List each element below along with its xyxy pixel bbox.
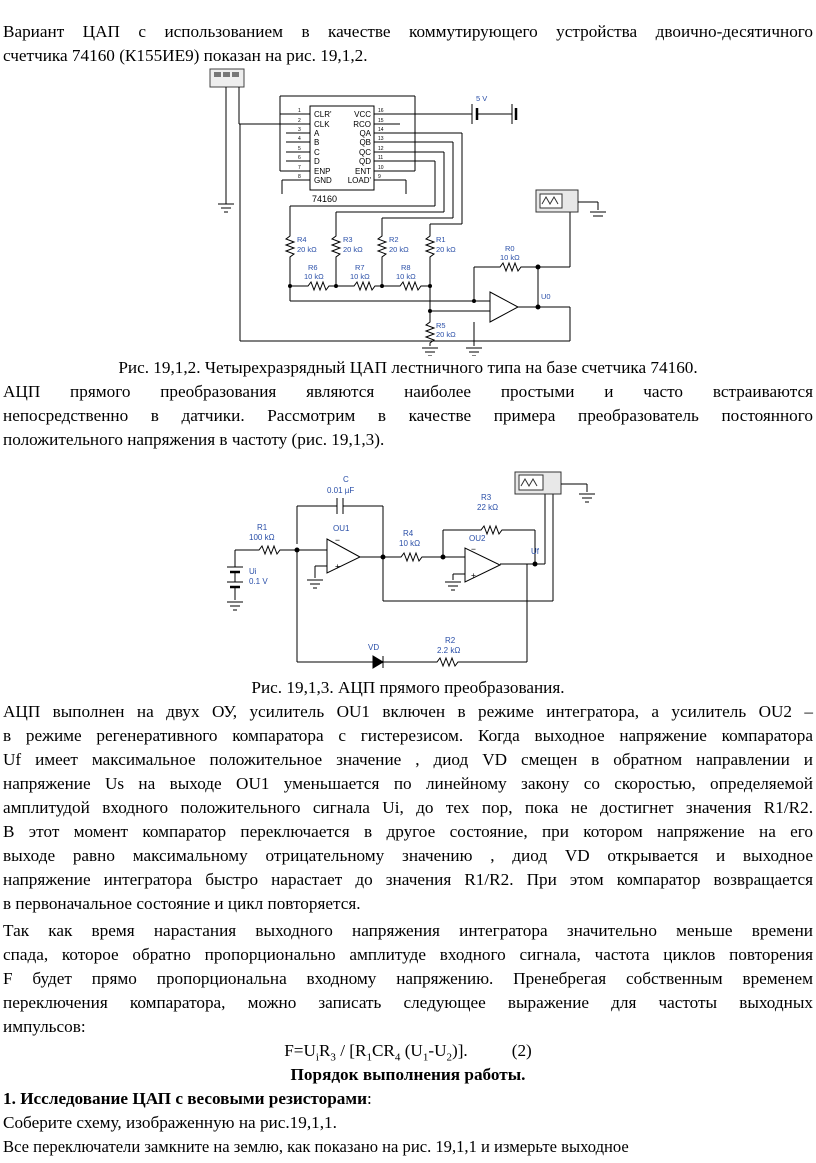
pin-num-13: 13: [378, 136, 384, 142]
pin-left-3: A: [314, 129, 320, 138]
r3-label: R3: [343, 235, 353, 244]
c-label: C: [343, 475, 349, 484]
figure-dac-schematic: [200, 66, 620, 356]
r0-value: 10 kΩ: [500, 253, 520, 262]
pin-num-15: 15: [378, 118, 384, 124]
r5-label: R5: [436, 321, 446, 330]
r8-label: R8: [401, 263, 411, 272]
pin-right-16: VCC: [354, 110, 371, 119]
battery-label: 5 V: [476, 94, 488, 103]
pin-num-10: 10: [378, 165, 384, 171]
pin-left-4: B: [314, 138, 320, 147]
r1-label: R1: [436, 235, 446, 244]
para2-line-3: F будет прямо пропорциональна входному напряжению. Пренебрегая собственным временем: [3, 969, 813, 988]
pin-right-11: QD: [359, 157, 371, 166]
pin-left-7: ENP: [314, 167, 331, 176]
r2-label: R2: [445, 636, 456, 645]
para1-line-6: В этот момент компаратор переключается в другое состояние, при котором напряжение на его: [3, 822, 813, 841]
pin-num-11: 11: [378, 155, 384, 161]
pin-num-8: 8: [298, 174, 301, 180]
para2-line-2: спада, которое обратно пропорционально амплитуде входного сигнала, частота циклов повторения: [3, 945, 813, 964]
c-value: 0.01 µF: [327, 486, 355, 495]
ou1-plus: +: [335, 561, 340, 571]
r2-label: R2: [389, 235, 399, 244]
para2-line-4: переключения компаратора, можно записать следующее выражение для частоты выходных: [3, 993, 813, 1012]
figure-caption-dac: Рис. 19,1,2. Четырехразрядный ЦАП лестничного типа на базе счетчика 74160.: [118, 358, 698, 377]
r4-label: R4: [403, 529, 414, 538]
para2-line-1: Так как время нарастания выходного напряжения интегратора значительно меньше времени: [3, 921, 813, 940]
adc-line-1: АЦП прямого преобразования являются наиболее простыми и часто встраиваются: [3, 382, 813, 401]
adc-line-2: непосредственно в датчики. Рассмотрим в качестве примера преобразователь постоянного: [3, 406, 813, 425]
r5-value: 20 kΩ: [436, 330, 456, 339]
para1-line-3: Uf имеет максимальное положительное значение , диод VD смещен в обратном направлении и: [3, 750, 813, 769]
pin-num-4: 4: [298, 136, 301, 142]
section-heading: Порядок выполнения работы.: [290, 1065, 526, 1084]
chip-label: 74160: [312, 194, 338, 204]
r6-label: R6: [308, 263, 318, 272]
para1-line-7: выходе равно максимальному отрицательному значению , диод VD открывается и выходное: [3, 846, 813, 865]
para1-line-1: АЦП выполнен на двух ОУ, усилитель OU1 включен в режиме интегратора, а усилитель OU2 –: [3, 702, 813, 721]
ou1-minus: −: [335, 535, 340, 545]
adc-line-3: положительного напряжения в частоту (рис. 19,1,3).: [3, 430, 385, 449]
pin-left-5: C: [314, 148, 320, 157]
intro-line-1: Вариант ЦАП с использованием в качестве коммутирующего устройства двоично-десятичного: [3, 22, 813, 41]
pin-num-6: 6: [298, 155, 301, 161]
ou2-plus: +: [471, 570, 476, 580]
r0-label: R0: [505, 244, 515, 253]
ui-value: 0.1 V: [249, 577, 268, 586]
task1-title: 1. Исследование ЦАП с весовыми резисторами:: [3, 1089, 372, 1108]
pin-right-13: QB: [359, 138, 371, 147]
r1-value: 20 kΩ: [436, 245, 456, 254]
pin-num-14: 14: [378, 127, 384, 133]
r4-label: R4: [297, 235, 307, 244]
pin-num-16: 16: [378, 108, 384, 114]
ui-label: Ui: [249, 567, 257, 576]
r2-value: 20 kΩ: [389, 245, 409, 254]
r1-label: R1: [257, 523, 268, 532]
pin-num-1: 1: [298, 108, 301, 114]
uf-label: Uf: [531, 547, 539, 556]
u0-label: U0: [541, 292, 551, 301]
pin-left-1: CLR': [314, 110, 332, 119]
r2-value: 2.2 kΩ: [437, 646, 461, 655]
pin-right-10: ENT: [355, 167, 371, 176]
pin-num-7: 7: [298, 165, 301, 171]
task1-step-2: Все переключатели замкните на землю, как показано на рис. 19,1,1 и измерьте выходное: [3, 1137, 629, 1156]
ou1-label: OU1: [333, 524, 350, 533]
pin-right-12: QC: [359, 148, 371, 157]
pin-num-2: 2: [298, 118, 301, 124]
pin-num-12: 12: [378, 146, 384, 152]
r3-label: R3: [481, 493, 492, 502]
para1-line-5: амплитудой входного положительного сигнала Ui, до тех пор, пока не достигнет значения R1/R2.: [3, 798, 813, 817]
r3-value: 22 kΩ: [477, 503, 499, 512]
pin-left-2: CLK: [314, 120, 330, 129]
ou2-label: OU2: [469, 534, 486, 543]
para1-line-8: напряжение интегратора быстро нарастает до значения R1/R2. При этом компаратор возвращается: [3, 870, 813, 889]
para2-line-5: импульсов:: [3, 1017, 86, 1036]
pin-left-6: D: [314, 157, 320, 166]
para1-line-2: в режиме регенеративного компаратора с гистерезисом. Когда выходное напряжение компаратора: [3, 726, 813, 745]
pin-right-14: QA: [359, 129, 371, 138]
figure-caption-adc: Рис. 19,1,3. АЦП прямого преобразования.: [251, 678, 565, 697]
r8-value: 10 kΩ: [396, 272, 416, 281]
r4-value: 20 kΩ: [297, 245, 317, 254]
pin-num-3: 3: [298, 127, 301, 133]
pin-right-15: RCO: [353, 120, 371, 129]
figure-adc-schematic: [215, 470, 615, 675]
formula: $F=U_iR_3 / [R_1CR_4$ $(U_1-U_2)$]. (2): [284, 1041, 532, 1064]
ou2-minus: −: [471, 544, 476, 554]
pin-num-5: 5: [298, 146, 301, 152]
pin-right-9: LOAD': [347, 176, 371, 185]
para1-line-4: напряжение Us на выходе OU1 уменьшается по линейному закону со скоростью, определяемой: [3, 774, 813, 793]
r7-label: R7: [355, 263, 365, 272]
r4-value: 10 kΩ: [399, 539, 421, 548]
intro-line-2: счетчика 74160 (К155ИЕ9) показан на рис. 19,1,2.: [3, 46, 368, 65]
pin-num-9: 9: [378, 174, 381, 180]
para1-line-9: в первоначальное состояние и цикл повторяется.: [3, 894, 361, 913]
r7-value: 10 kΩ: [350, 272, 370, 281]
pin-left-8: GND: [314, 176, 332, 185]
vd-label: VD: [368, 643, 380, 652]
r6-value: 10 kΩ: [304, 272, 324, 281]
formula-number: (2): [511, 1041, 532, 1060]
r1-value: 100 kΩ: [249, 533, 275, 542]
r3-value: 20 kΩ: [343, 245, 363, 254]
task1-step-1: Соберите схему, изображенную на рис.19,1,1.: [3, 1113, 337, 1132]
